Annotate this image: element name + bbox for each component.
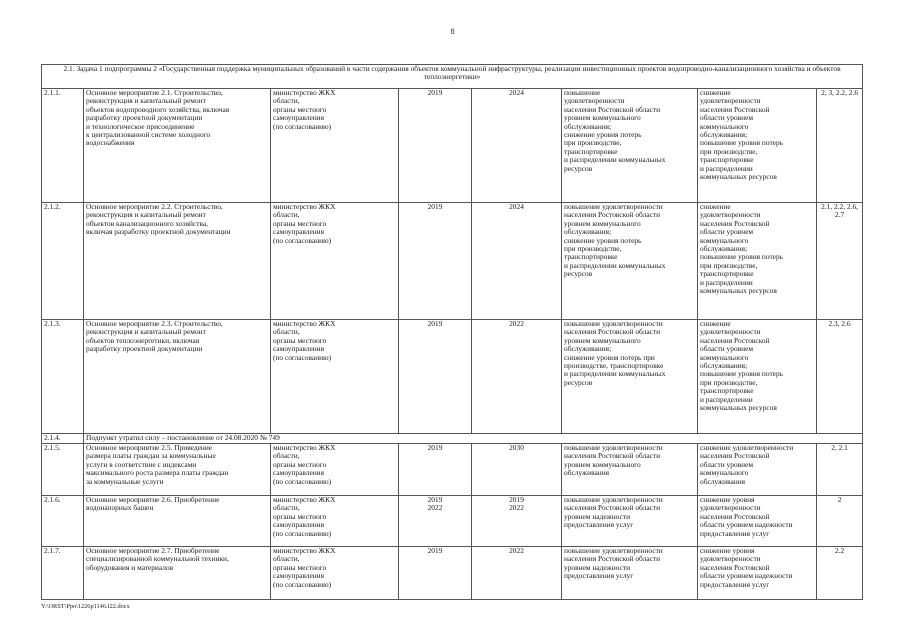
indicators: 2.2: [817, 547, 863, 600]
measure-name: Основное мероприятие 2.1. Строительство, реконструкция и капитальный ремонт объектов водопроводного хозяйства, включая разработку проектной документации и технологическое присоединение к централизованной системе холодного водоснабжения: [84, 89, 271, 203]
consequences: снижение уровня удовлетворенности населения Ростовской области уровнем надежности предоставления услуг: [698, 496, 817, 547]
measure-name: Основное мероприятие 2.6. Приобретение водонапорных башен: [84, 496, 271, 547]
table-row: [42, 547, 863, 600]
measure-name: Основное мероприятие 2.3. Строительство, реконструкция и капитальный ремонт объектов теплоэнергетики, включая разработку проектной документации: [84, 320, 271, 434]
expected-result: повышение удовлетворенности населения Ростовской области уровнем коммунального обслуживания; снижение уровня потерь при производстве, транспортировке и распределении коммунальных ресурсов: [562, 203, 698, 320]
indicators: 2: [817, 496, 863, 547]
table-row: [42, 320, 863, 434]
consequences: снижение уровня удовлетворенности населения Ростовской области уровнем надежности предоставления услуг: [698, 547, 817, 600]
row-number: 2.1.5.: [42, 444, 84, 496]
table-row: [42, 89, 863, 203]
consequences: снижение удовлетворенности населения Ростовской области уровнем коммунального обслуживания: [698, 444, 817, 496]
section-title: 2.1. Задача 1 подпрограммы 2 «Государственная поддержка муниципальных образований в части содержания объектов коммунальной инфраструктуры, реализации инвестиционных проектов водопроводно-канализационного хозяйства и объектов теплоэнергетики»: [42, 65, 863, 89]
measures-table: [41, 64, 863, 600]
lost-force-note: Подпункт утратил силу – постановление от 24.08.2020 № 749: [84, 434, 863, 444]
expected-result: повышение удовлетворенности населения Ростовской области уровнем коммунального обслуживания; снижение уровня потерь при производстве, транспортировке и распределении коммунальных ресурсов: [562, 320, 698, 434]
row-number: 2.1.4.: [42, 434, 84, 444]
executor: министерство ЖКХ области, органы местного самоуправления (по согласованию): [271, 496, 399, 547]
row-number: 2.1.1.: [42, 89, 84, 203]
end-year: 2022: [472, 547, 562, 600]
executor: министерство ЖКХ области, органы местного самоуправления (по согласованию): [271, 203, 399, 320]
measure-name: Основное мероприятие 2.2. Строительство, реконструкция и капитальный ремонт объектов канализационного хозяйства, включая разработку проектной документации: [84, 203, 271, 320]
row-number: 2.1.2.: [42, 203, 84, 320]
start-year: 2019: [399, 203, 472, 320]
row-number: 2.1.6.: [42, 496, 84, 547]
expected-result: повышение удовлетворенности населения Ростовской области уровнем коммунального обслуживания: [562, 444, 698, 496]
start-year: 2019: [399, 444, 472, 496]
end-year: 2030: [472, 444, 562, 496]
start-year: 2019: [399, 547, 472, 600]
measure-name: Основное мероприятие 2.7. Приобретение специализированной коммунальной техники, оборудования и материалов: [84, 547, 271, 600]
expected-result: повышение удовлетворенности населения Ростовской области уровнем надежности предоставления услуг: [562, 496, 698, 547]
start-year: 2019: [399, 320, 472, 434]
indicators: 2, 2.1: [817, 444, 863, 496]
table-row: [42, 203, 863, 320]
indicators: 2.3, 2.6: [817, 320, 863, 434]
indicators: 2.1, 2.2, 2.6, 2.7: [817, 203, 863, 320]
start-year: 2019: [399, 89, 472, 203]
table-row-lost: [42, 434, 863, 444]
executor: министерство ЖКХ области, органы местного самоуправления (по согласованию): [271, 89, 399, 203]
expected-result: повышение удовлетворенности населения Ростовской области уровнем надежности предоставления услуг: [562, 547, 698, 600]
executor: министерство ЖКХ области, органы местного самоуправления (по согласованию): [271, 547, 399, 600]
section-header-row: [42, 65, 863, 89]
end-year: 2024: [472, 203, 562, 320]
consequences: снижение удовлетворенности населения Ростовской области уровнем коммунального обслуживания; повышение уровня потерь при производстве, транспортировке и распределении коммунальных ресурсов: [698, 203, 817, 320]
consequences: снижение удовлетворенности населения Ростовской области уровнем коммунального обслуживания; повышение уровня потерь при производстве, транспортировке и распределении коммунальных ресурсов: [698, 320, 817, 434]
table-row: [42, 496, 863, 547]
page-number: 8: [450, 27, 455, 36]
table-row: [42, 444, 863, 496]
consequences: снижение удовлетворенности населения Ростовской области уровнем коммунального обслуживания; повышение уровня потерь при производстве, транспортировке и распределении коммунальных ресурсов: [698, 89, 817, 203]
executor: министерство ЖКХ области, органы местного самоуправления (по согласованию): [271, 444, 399, 496]
footer-file-path: Y:\ORST\Ppo\1226p1146.f22.docx: [41, 603, 130, 610]
row-number: 2.1.3.: [42, 320, 84, 434]
end-year: 2019 2022: [472, 496, 562, 547]
end-year: 2022: [472, 320, 562, 434]
indicators: 2, 3, 2.2, 2.6: [817, 89, 863, 203]
end-year: 2024: [472, 89, 562, 203]
row-number: 2.1.7.: [42, 547, 84, 600]
start-year: 2019 2022: [399, 496, 472, 547]
expected-result: повышение удовлетворенности населения Ростовской области уровнем коммунального обслуживания; снижение уровня потерь при производстве, транспортировке и распределении коммунальных ресурсов: [562, 89, 698, 203]
executor: министерство ЖКХ области, органы местного самоуправления (по согласованию): [271, 320, 399, 434]
measure-name: Основное мероприятие 2.5. Приведение размера платы граждан за коммунальные услуги в соответствие с индексами максимального роста размера платы граждан за коммунальные услуги: [84, 444, 271, 496]
